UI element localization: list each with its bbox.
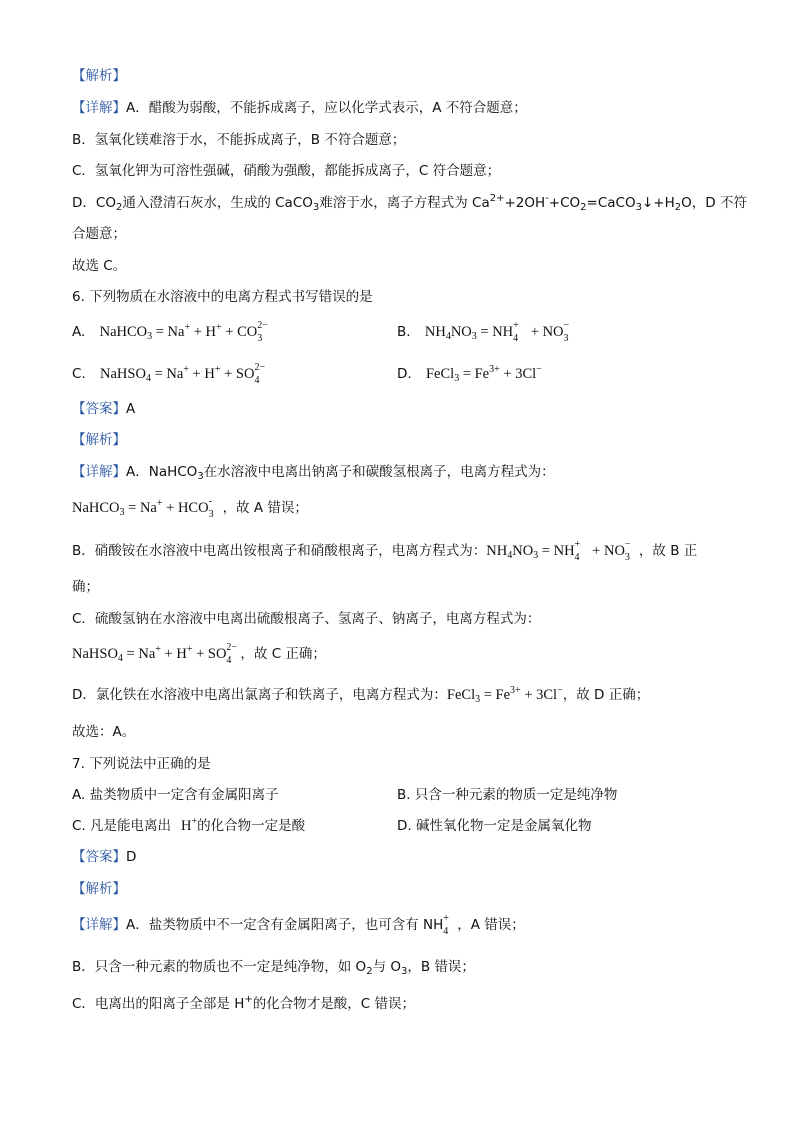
q5-detail-d-cont: 合题意； <box>72 226 126 242</box>
q6-option-c: C. NaHSO$_4$ = Na+ + H+ + SO 2− 4 <box>72 362 266 386</box>
q7-option-c: C. 凡是能电离出 H+的化合物一定是酸 <box>72 816 306 834</box>
jiexi-heading-q7: 【解析】 <box>72 881 126 897</box>
q6-detail-a: 【详解】A．NaHCO$_3$在水溶液中电离出钠离子和碳酸氢根离子，电离方程式为： <box>72 464 555 482</box>
q6-detail-b-cont: 确； <box>72 579 99 595</box>
q6-detail-c: C．硫酸氢钠在水溶液中电离出硫酸根离子、氢离子、钠离子，电离方程式为： <box>72 611 541 627</box>
q5-detail-c: C．氢氧化钾为可溶性强碱，硝酸为强酸，都能拆成离子，C 符合题意； <box>72 163 501 179</box>
q6-option-b: B. $NH_4NO_3$ = NH + 4 + NO − 3 <box>397 320 570 344</box>
q5-detail-a: 【详解】A．醋酸为弱酸，不能拆成离子，应以化学式表示，A 不符合题意； <box>72 100 527 116</box>
q6-detail-c-eq: NaHSO$_4$ = Na+ + H+ + SO 2− 4 ，故 C 正确； <box>72 642 326 666</box>
q5-detail-d: D．$CO_2$通入澄清石灰水，生成的 CaCO$_3$难溶于水，离子方程式为 $Ca^{2+}+2OH^-+CO_2=CaCO_3↓+H_2O$，D 不符 <box>72 193 747 213</box>
q7-detail-a: 【详解】A．盐类物质中不一定含有金属阳离子，也可含有 NH + 4 ，A 错误； <box>72 913 525 937</box>
q6-answer: 【答案】A <box>72 401 136 417</box>
q5-detail-b: B．氢氧化镁难溶于水，不能拆成离子，B 不符合题意； <box>72 132 406 148</box>
q6-option-d: D. FeCl$_3$ = $Fe^{3+} + 3Cl^-$ <box>397 364 542 384</box>
q6-conclusion: 故选：A。 <box>72 724 136 740</box>
q7-answer: 【答案】D <box>72 849 137 865</box>
q5-conclusion: 故选 C。 <box>72 258 127 274</box>
q6-option-a: A. NaHCO$_3$ = Na+ + H+ + CO 2− 3 <box>72 320 268 344</box>
detail-tag: 【详解】 <box>72 100 126 116</box>
q6-stem: 6. 下列物质在水溶液中的电离方程式书写错误的是 <box>72 289 373 305</box>
q7-detail-b: B．只含一种元素的物质也不一定是纯净物，如 $O_2$与 $O_3$，B 错误； <box>72 959 475 977</box>
jiexi-heading-q6: 【解析】 <box>72 432 126 448</box>
q6-detail-d: D．氯化铁在水溶液中电离出氯离子和铁离子，电离方程式为：FeCl$_3$ = $Fe^{3+} + 3Cl^-$，故 D 正确； <box>72 685 650 705</box>
q7-stem: 7. 下列说法中正确的是 <box>72 756 211 772</box>
q6-detail-b: B．硝酸铵在水溶液中电离出铵根离子和硝酸根离子，电离方程式为：$NH_4NO_3$ = NH + 4 + NO − 3 ，故 B 正 <box>72 539 698 563</box>
q7-detail-c: C．电离出的阳离子全部是 H+的化合物才是酸，C 错误； <box>72 994 415 1012</box>
jiexi-heading-q5: 【解析】 <box>72 68 126 84</box>
q7-option-a: A. 盐类物质中一定含有金属阳离子 <box>72 787 279 803</box>
q7-option-b: B. 只含一种元素的物质一定是纯净物 <box>397 787 618 803</box>
q6-detail-a-eq: NaHCO$_3$ = Na+ + HCO - 3 ，故 A 错误； <box>72 496 308 520</box>
q7-option-d: D. 碱性氧化物一定是金属氧化物 <box>397 818 592 834</box>
